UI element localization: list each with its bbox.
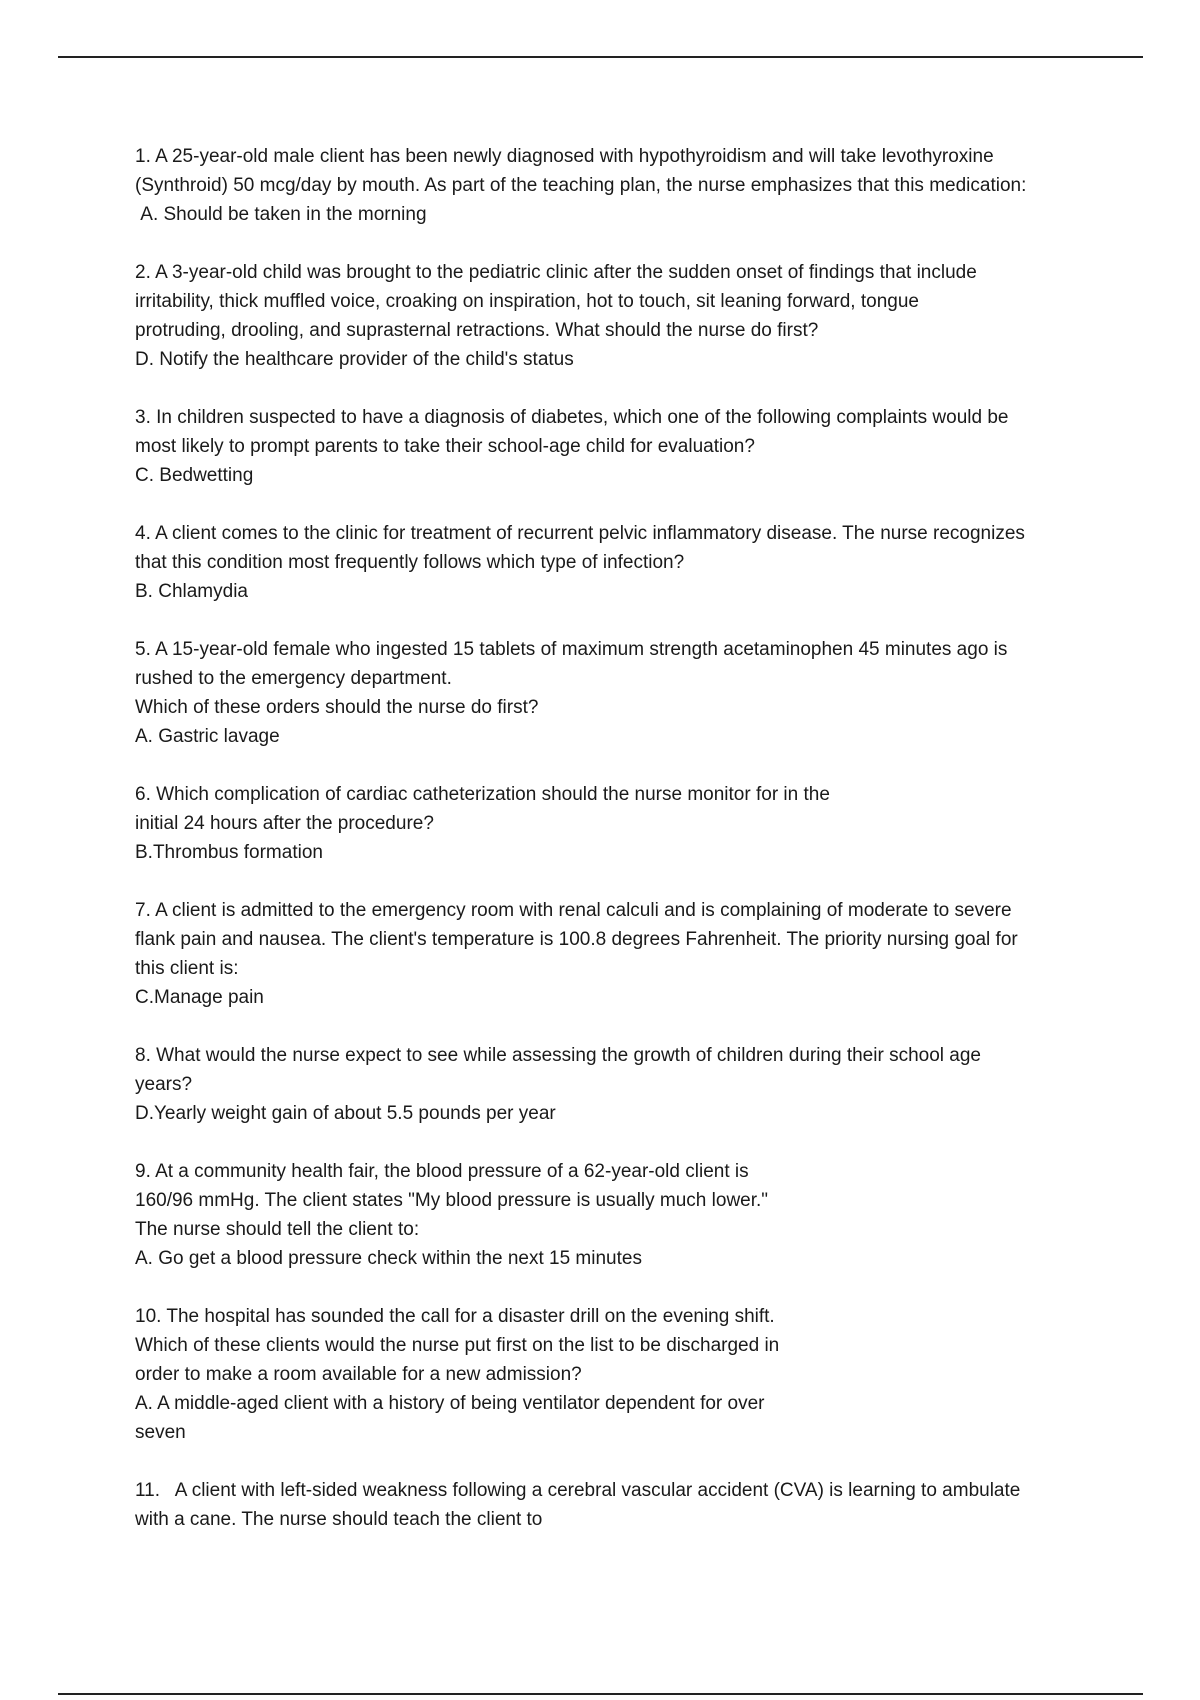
question-text: 11. A client with left-sided weakness following a cerebral vascular accident (CVA) is learning to ambulate [135, 1480, 1021, 1501]
answer-text: D.Yearly weight gain of about 5.5 pounds per year [135, 1103, 556, 1124]
footer-rule [58, 1693, 1143, 1695]
answer-text: A. Go get a blood pressure check within the next 15 minutes [135, 1248, 642, 1269]
question-text: order to make a room available for a new admission? [135, 1364, 582, 1385]
question-text: 8. What would the nurse expect to see while assessing the growth of children during their school age [135, 1045, 981, 1066]
question-item [135, 896, 1110, 1012]
question-text: (Synthroid) 50 mcg/day by mouth. As part of the teaching plan, the nurse emphasizes that this medication: [135, 175, 1027, 196]
question-item [135, 258, 1110, 374]
answer-text: C.Manage pain [135, 987, 264, 1008]
question-text: 10. The hospital has sounded the call for a disaster drill on the evening shift. [135, 1306, 775, 1327]
answer-text: A. A middle-aged client with a history of being ventilator dependent for over [135, 1393, 765, 1414]
question-item [135, 635, 1110, 751]
answer-text: D. Notify the healthcare provider of the child's status [135, 349, 574, 370]
question-text: 6. Which complication of cardiac catheterization should the nurse monitor for in the [135, 784, 830, 805]
answer-text: A. Should be taken in the morning [135, 204, 427, 225]
question-text: 4. A client comes to the clinic for treatment of recurrent pelvic inflammatory disease. The nurse recognizes [135, 523, 1025, 544]
answer-text: A. Gastric lavage [135, 726, 280, 747]
question-text: 1. A 25-year-old male client has been newly diagnosed with hypothyroidism and will take levothyroxine [135, 146, 994, 167]
question-text: with a cane. The nurse should teach the client to [135, 1509, 543, 1530]
question-item [135, 519, 1110, 606]
question-text: 9. At a community health fair, the blood pressure of a 62-year-old client is [135, 1161, 749, 1182]
question-text: irritability, thick muffled voice, croaking on inspiration, hot to touch, sit leaning forward, tongue [135, 291, 919, 312]
answer-text: C. Bedwetting [135, 465, 254, 486]
question-item [135, 142, 1110, 229]
question-item [135, 403, 1110, 490]
question-item [135, 1302, 1110, 1447]
question-text: this client is: [135, 958, 239, 979]
question-item [135, 1476, 1110, 1534]
question-text: Which of these orders should the nurse do first? [135, 697, 539, 718]
question-text: years? [135, 1074, 193, 1095]
question-text: initial 24 hours after the procedure? [135, 813, 434, 834]
question-text: 7. A client is admitted to the emergency room with renal calculi and is complaining of moderate to severe [135, 900, 1012, 921]
question-item [135, 780, 1110, 867]
question-text: most likely to prompt parents to take their school-age child for evaluation? [135, 436, 755, 457]
question-text: that this condition most frequently follows which type of infection? [135, 552, 685, 573]
question-text: 5. A 15-year-old female who ingested 15 tablets of maximum strength acetaminophen 45 minutes ago is [135, 639, 1008, 660]
question-text: 3. In children suspected to have a diagnosis of diabetes, which one of the following complaints would be [135, 407, 1009, 428]
question-text: The nurse should tell the client to: [135, 1219, 420, 1240]
answer-text: B.Thrombus formation [135, 842, 323, 863]
header-rule [58, 56, 1143, 58]
question-text: rushed to the emergency department. [135, 668, 452, 689]
question-text: flank pain and nausea. The client's temperature is 100.8 degrees Fahrenheit. The priority nursing goal for [135, 929, 1018, 950]
question-item [135, 1157, 1110, 1273]
question-text: 160/96 mmHg. The client states "My blood pressure is usually much lower." [135, 1190, 769, 1211]
answer-text: seven [135, 1422, 186, 1443]
question-text: protruding, drooling, and suprasternal retractions. What should the nurse do first? [135, 320, 819, 341]
question-list [135, 142, 1110, 1563]
question-text: 2. A 3-year-old child was brought to the pediatric clinic after the sudden onset of findings that include [135, 262, 977, 283]
answer-text: B. Chlamydia [135, 581, 248, 602]
question-text: Which of these clients would the nurse put first on the list to be discharged in [135, 1335, 780, 1356]
question-item [135, 1041, 1110, 1128]
